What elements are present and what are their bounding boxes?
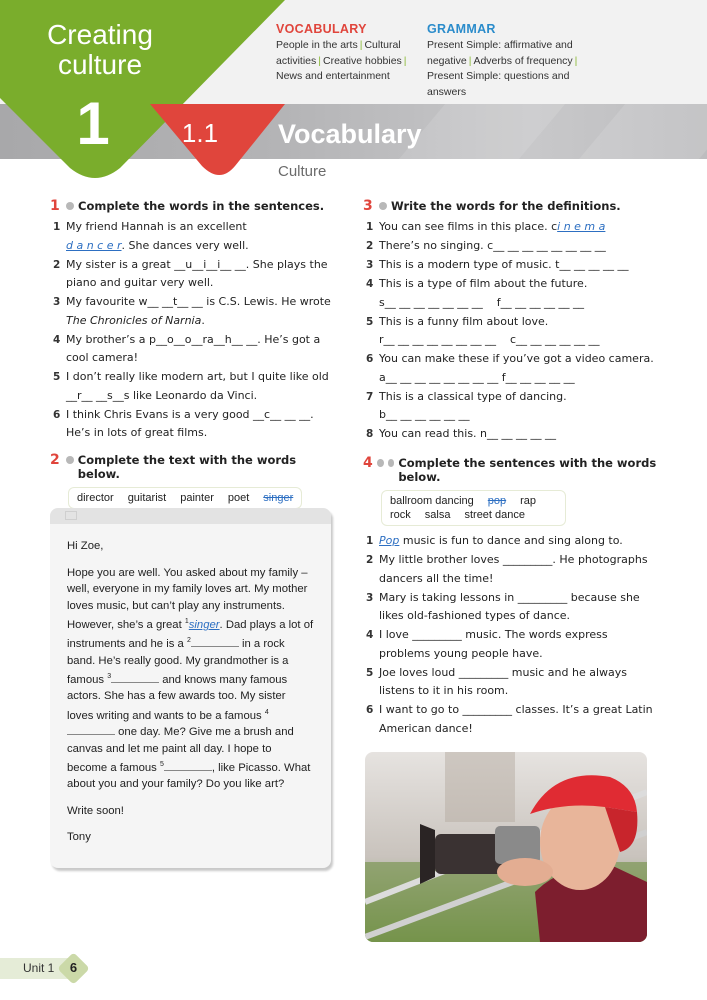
difficulty-dot-icon (388, 459, 395, 467)
footer-unit-label: Unit 1 (23, 961, 55, 975)
exercise-item[interactable]: 2 My little brother loves _________. He photographs dancers all the time! (366, 553, 648, 585)
word-option: salsa (424, 509, 451, 521)
exercise-item[interactable]: 6 I think Chris Evans is a very good __c__ __ __. He’s in lots of great films. (53, 407, 314, 439)
word-option-used: pop (487, 495, 507, 507)
exercise-item[interactable]: 7 This is a classical type of dancing. b__ __ __ __ __ __ (366, 389, 567, 421)
word-box (381, 490, 566, 526)
exercise-item[interactable]: 4 I love _________ music. The words express problems young people have. (366, 628, 608, 660)
exercise-item[interactable]: 3 My favourite w__ __t__ __ is C.S. Lewis. He wrote The Chronicles of Narnia. (53, 295, 331, 327)
lesson-number: 1.1 (181, 118, 219, 148)
exercise-number: 1 (50, 198, 60, 214)
answer-blank[interactable] (111, 673, 159, 683)
difficulty-dot-icon (66, 202, 74, 210)
word-option-used: singer (263, 492, 294, 504)
page-number: 6 (69, 960, 78, 975)
exercise-item[interactable]: 5 Joe loves loud _________ music and he always listens to it in his room. (366, 665, 627, 697)
word-option: rap (520, 495, 537, 507)
grammar-heading: GRAMMAR (427, 22, 496, 36)
example-answer: i n e m a (557, 220, 606, 233)
exercise-item: 1 Pop music is fun to dance and sing along to. (366, 534, 623, 547)
unit-number: 1 (76, 90, 110, 157)
answer-blank[interactable] (164, 761, 212, 771)
envelope-icon (65, 511, 77, 520)
exercise-3 (363, 198, 658, 444)
lesson-title: Vocabulary (278, 119, 422, 149)
exercise-instruction: Write the words for the definitions. (391, 199, 621, 213)
exercise-number: 3 (363, 198, 373, 214)
exercise-item[interactable]: 4 My brother’s a p__o__o__ra__h__ __. He’s got a cool camera! (53, 332, 321, 364)
exercise-instruction: Complete the words in the sentences. (78, 199, 325, 213)
word-option: rock (390, 509, 411, 521)
exercise-item: 1 You can see films in this place. ci n e m a (366, 220, 606, 233)
band-stripe (566, 104, 707, 159)
exercise-1 (50, 198, 340, 443)
vocab-topic: News and entertainment (276, 70, 390, 82)
word-option: painter (180, 492, 214, 504)
exercise-item[interactable]: 5 This is a funny film about love. r__ __ __ __ __ __ __ __ c__ __ __ __ __ __ (366, 314, 600, 346)
letter-signature: Tony (67, 831, 91, 844)
difficulty-dot-icon (377, 459, 384, 467)
photo-boy-with-camera (365, 752, 647, 942)
vocabulary-heading: VOCABULARY (276, 22, 367, 36)
word-option: poet (227, 492, 250, 504)
example-answer: singer (188, 618, 220, 631)
letter-greeting: Hi Zoe, (67, 540, 104, 552)
word-option: director (77, 492, 114, 504)
example-answer: d a n c e r (66, 238, 122, 252)
vocab-topic: Cultural activities (276, 39, 401, 67)
answer-blank[interactable] (67, 725, 115, 735)
exercise-4 (363, 455, 658, 739)
word-option: ballroom dancing (390, 495, 474, 507)
exercise-item[interactable]: 5 I don’t really like modern art, but I quite like old __r__ __s__s like Leonardo da Vinci. (53, 370, 329, 402)
grammar-summary: GRAMMAR Present Simple: affirmative and negative | Adverbs of frequency | Present Simple: questions and answers (427, 22, 607, 100)
letter-header-bar (50, 508, 331, 524)
word-box (68, 487, 302, 509)
difficulty-dot-icon (379, 202, 387, 210)
exercise-item[interactable]: 3 Mary is taking lessons in _________ because she likes old-fashioned types of dance. (366, 590, 640, 622)
exercise-number: 2 (50, 452, 60, 468)
letter-paragraph: Hope you are well. You asked about my family – well, everyone in my family loves art. My mother loves music, but can’t play any instruments. However, she’s a great $^1$singer. Dad plays a lot of instruments and he is a $^2$ in a rock band. He’s really good. My grandmother is a famous $^3$ and knows many famous actors. She has a few awards too. My sister loves writing and wants to be a famous $^4$ one day. Me? Give me a brush and canvas and let me paint all day. I hope to become a famous $^5$ , like Picasso. What about you and your family? Do you like art? (67, 566, 314, 791)
exercise-item[interactable]: 6 You can make these if you’ve got a video camera. a__ __ __ __ __ __ __ __ f__ __ __ __ __ (366, 352, 654, 384)
exercise-item[interactable]: 8 You can read this. n__ __ __ __ __ (366, 427, 557, 440)
exercise-item[interactable]: 2 My sister is a great __u__i__i__ __. She plays the piano and guitar very well. (53, 257, 328, 289)
vocab-topic: People in the arts (276, 39, 358, 51)
exercise-number: 4 (363, 455, 373, 471)
grammar-topic: Present Simple: affirmative and negative (427, 39, 573, 67)
exercise-instruction: Complete the sentences with the words below. (398, 456, 657, 484)
exercise-item[interactable]: 6 I want to go to _________ classes. It’s a great Latin American dance! (366, 703, 653, 735)
vocabulary-summary: VOCABULARY People in the arts | Cultural activities | Creative hobbies | News and entertainment (276, 22, 411, 85)
exercise-item[interactable]: 3 This is a modern type of music. t__ __ __ __ __ (366, 258, 629, 271)
vocab-topic: Creative hobbies (323, 54, 402, 67)
exercise-item[interactable]: 4 This is a type of film about the future. s__ __ __ __ __ __ __ f__ __ __ __ __ __ (366, 277, 588, 309)
word-option: guitarist (127, 492, 167, 504)
exercise-instruction: Complete the text with the words below. (77, 453, 297, 481)
example-answer: Pop (379, 534, 400, 547)
exercise-item[interactable]: 2 There’s no singing. c__ __ __ __ __ __ __ __ (366, 239, 606, 252)
word-option: street dance (464, 509, 526, 521)
exercise-2 (50, 452, 340, 509)
unit-title: Creating culture (47, 19, 153, 80)
grammar-topic: Adverbs of frequency (473, 54, 573, 67)
email-letter-card (50, 508, 331, 868)
exercise-item: 1 My friend Hannah is an excellent d a n c e r. She dances very well. (53, 220, 249, 252)
answer-blank[interactable] (191, 637, 239, 647)
difficulty-dot-icon (66, 456, 74, 464)
lesson-subtitle: Culture (278, 163, 327, 180)
grammar-topic: Present Simple: questions and answers (427, 70, 570, 98)
letter-closing: Write soon! (67, 804, 124, 817)
